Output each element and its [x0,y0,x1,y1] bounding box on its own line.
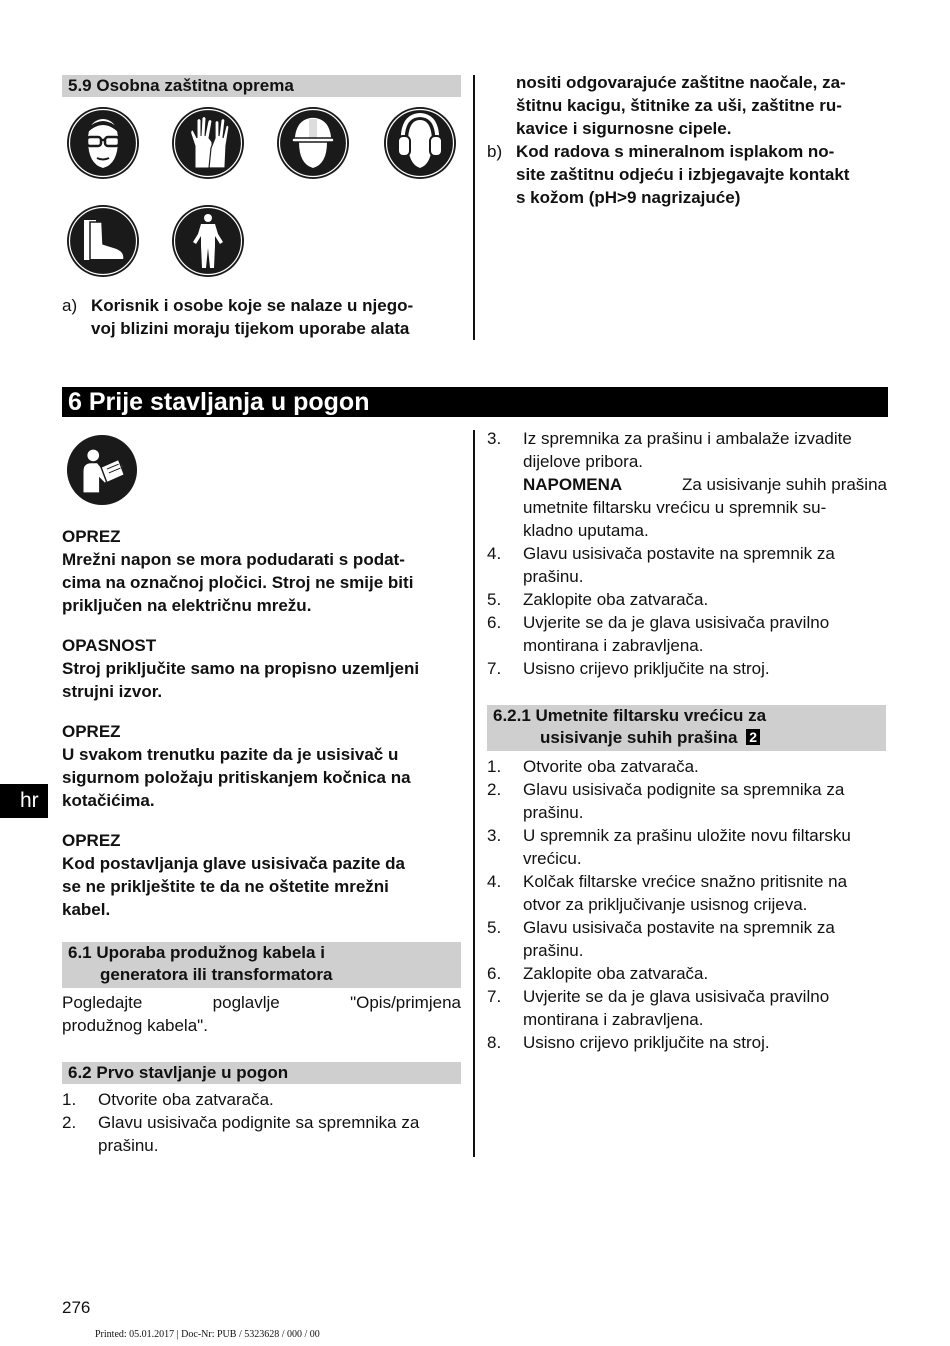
item-text-line: s kožom (pH>9 nagrizajuće) [516,188,741,207]
list-item [62,1088,462,1111]
text-line: štitnu kacigu, štitnike za uši, zaštitne ru- [516,96,842,115]
warning-label: OPREZ [62,831,121,850]
warning-block [62,525,462,617]
item-marker: a) [62,296,78,315]
heading-line: 6.2.1 Umetnite filtarsku vrećicu za [493,706,767,725]
section-6-2-1-heading [487,705,886,751]
section-6-2-heading: 6.2 Prvo stavljanje u pogon [62,1062,461,1084]
warning-line: kabel. [62,900,111,919]
section-6-title: 6 Prije stavljanja u pogon [68,388,370,416]
list-item [487,1031,889,1054]
list-text: Kolčak filtarske vrećice snažno pritisnite na [523,872,848,891]
list-item [487,962,889,985]
continued-text [516,71,888,140]
section-6-1-text [62,991,461,1037]
column-divider-bottom [473,430,475,1157]
page-number: 276 [62,1298,91,1317]
list-text: Glavu usisivača podignite sa spremnika za [98,1113,420,1132]
list-number: 4. [487,872,502,891]
list-number: 3. [487,429,502,448]
list-item [487,755,889,778]
text-line: nositi odgovarajuće zaštitne naočale, za- [516,73,846,92]
list-text: Glavu usisivača postavite na spremnik za [523,544,835,563]
protective-clothing-icon [171,204,245,278]
text-line-part: "Opis/primjena [350,993,461,1012]
text-line: produžnog kabela". [62,1016,208,1035]
list-item [487,824,889,870]
figure-ref-badge: 2 [746,729,760,745]
list-number: 1. [62,1090,77,1109]
list-item [487,588,889,611]
item-marker: b) [487,142,503,161]
warning-line: Mrežni napon se mora podudarati s podat- [62,550,405,569]
list-number: 1. [487,757,502,776]
list-text: prašinu. [523,803,584,822]
safety-goggles-icon [66,106,140,180]
section-5-9-heading: 5.9 Osobna zaštitna oprema [62,75,461,97]
note-label: NAPOMENA [523,475,623,494]
list-text: otvor za priključivanje usisnog crijeva. [523,895,808,914]
list-text: Iz spremnika za prašinu i ambalaže izvadite [523,429,852,448]
list-text: Zaklopite oba zatvarača. [523,964,709,983]
list-text: Zaklopite oba zatvarača. [523,590,709,609]
list-item [487,870,889,916]
list-text: Glavu usisivača postavite na spremnik za [523,918,835,937]
heading-line: 6.1 Uporaba produžnog kabela i [68,943,325,962]
warning-line: strujni izvor. [62,682,163,701]
item-text-line: site zaštitnu odjeću i izbjegavajte kontakt [516,165,850,184]
list-text: vrećicu. [523,849,582,868]
note-line [523,473,887,496]
warning-line: se ne priklještite te da ne oštetite mrežni [62,877,389,896]
item-text-line: Kod radova s mineralnom isplakom no- [516,142,835,161]
language-tab-label: hr [20,789,39,812]
list-number: 2. [62,1113,77,1132]
item-text-line: voj blizini moraju tijekom uporabe alata [91,319,410,338]
warning-block [62,720,462,812]
list-item [487,427,889,544]
list-item [487,916,889,962]
danger-block [62,634,462,703]
list-text: Usisno crijevo priključite na stroj. [523,659,770,678]
note-text: Za usisivanje suhih prašina [681,475,887,494]
section-6-1-heading [62,942,461,988]
heading-text: usisivanje suhih prašina [540,728,738,747]
list-text: Uvjerite se da je glava usisivača pravilno [523,613,830,632]
note-line: umetnite filtarsku vrećicu u spremnik su- [523,498,827,517]
item-text-line: Korisnik i osobe koje se nalaze u njego- [91,296,414,315]
text-line: kavice i sigurnosne cipele. [516,119,732,138]
text-line-part: poglavlje [212,993,280,1012]
list-item [487,611,889,657]
list-number: 7. [487,987,502,1006]
list-text: Glavu usisivača podignite sa spremnika za [523,780,845,799]
language-tab [0,784,48,818]
heading-line [493,727,880,749]
list-text: prašinu. [523,567,584,586]
list-number: 4. [487,544,502,563]
list-item-b [487,140,889,210]
warning-label: OPASNOST [62,636,157,655]
warning-line: priključen na električnu mrežu. [62,596,312,615]
list-text: prašinu. [523,941,584,960]
list-number: 5. [487,590,502,609]
text-line-part: Pogledajte [62,993,143,1012]
list-number: 6. [487,964,502,983]
list-item [487,985,889,1031]
warning-line: kotačićima. [62,791,155,810]
list-item-a [62,294,462,340]
warning-line: U svakom trenutku pazite da je usisivač u [62,745,399,764]
warning-line: sigurnom položaju pritiskanjem kočnica na [62,768,411,787]
column-divider-top [473,75,475,340]
list-text: Otvorite oba zatvarača. [523,757,699,776]
list-number: 8. [487,1033,502,1052]
text-line [62,991,461,1014]
heading-line: generatora ili transformatora [100,965,333,984]
warning-line: Kod postavljanja glave usisivača pazite da [62,854,405,873]
helmet-icon [276,106,350,180]
gloves-icon [171,106,245,180]
list-text: dijelove pribora. [523,452,644,471]
list-text: Uvjerite se da je glava usisivača pravilno [523,987,830,1006]
safety-boots-icon [66,204,140,278]
ear-protection-icon [383,106,457,180]
list-item [487,657,889,680]
section-6-title-bar [62,387,888,417]
list-item [62,1111,462,1157]
warning-label: OPREZ [62,527,121,546]
warning-block [62,829,462,921]
print-footer: Printed: 05.01.2017 | Doc-Nr: PUB / 5323628 / 000 / 00 [95,1329,320,1340]
note-line: kladno uputama. [523,521,649,540]
list-number: 6. [487,613,502,632]
read-manual-icon [66,434,138,506]
list-text: Otvorite oba zatvarača. [98,1090,274,1109]
warning-line: Stroj priključite samo na propisno uzemljeni [62,659,420,678]
list-number: 7. [487,659,502,678]
list-text: prašinu. [98,1136,159,1155]
list-text: U spremnik za prašinu uložite novu filtarsku [523,826,851,845]
list-number: 2. [487,780,502,799]
list-text: Usisno crijevo priključite na stroj. [523,1033,770,1052]
list-item [487,542,889,588]
list-text: montirana i zabravljena. [523,636,704,655]
list-number: 3. [487,826,502,845]
list-number: 5. [487,918,502,937]
list-item [487,778,889,824]
warning-line: cima na označnoj pločici. Stroj ne smije biti [62,573,414,592]
list-text: montirana i zabravljena. [523,1010,704,1029]
warning-label: OPREZ [62,722,121,741]
